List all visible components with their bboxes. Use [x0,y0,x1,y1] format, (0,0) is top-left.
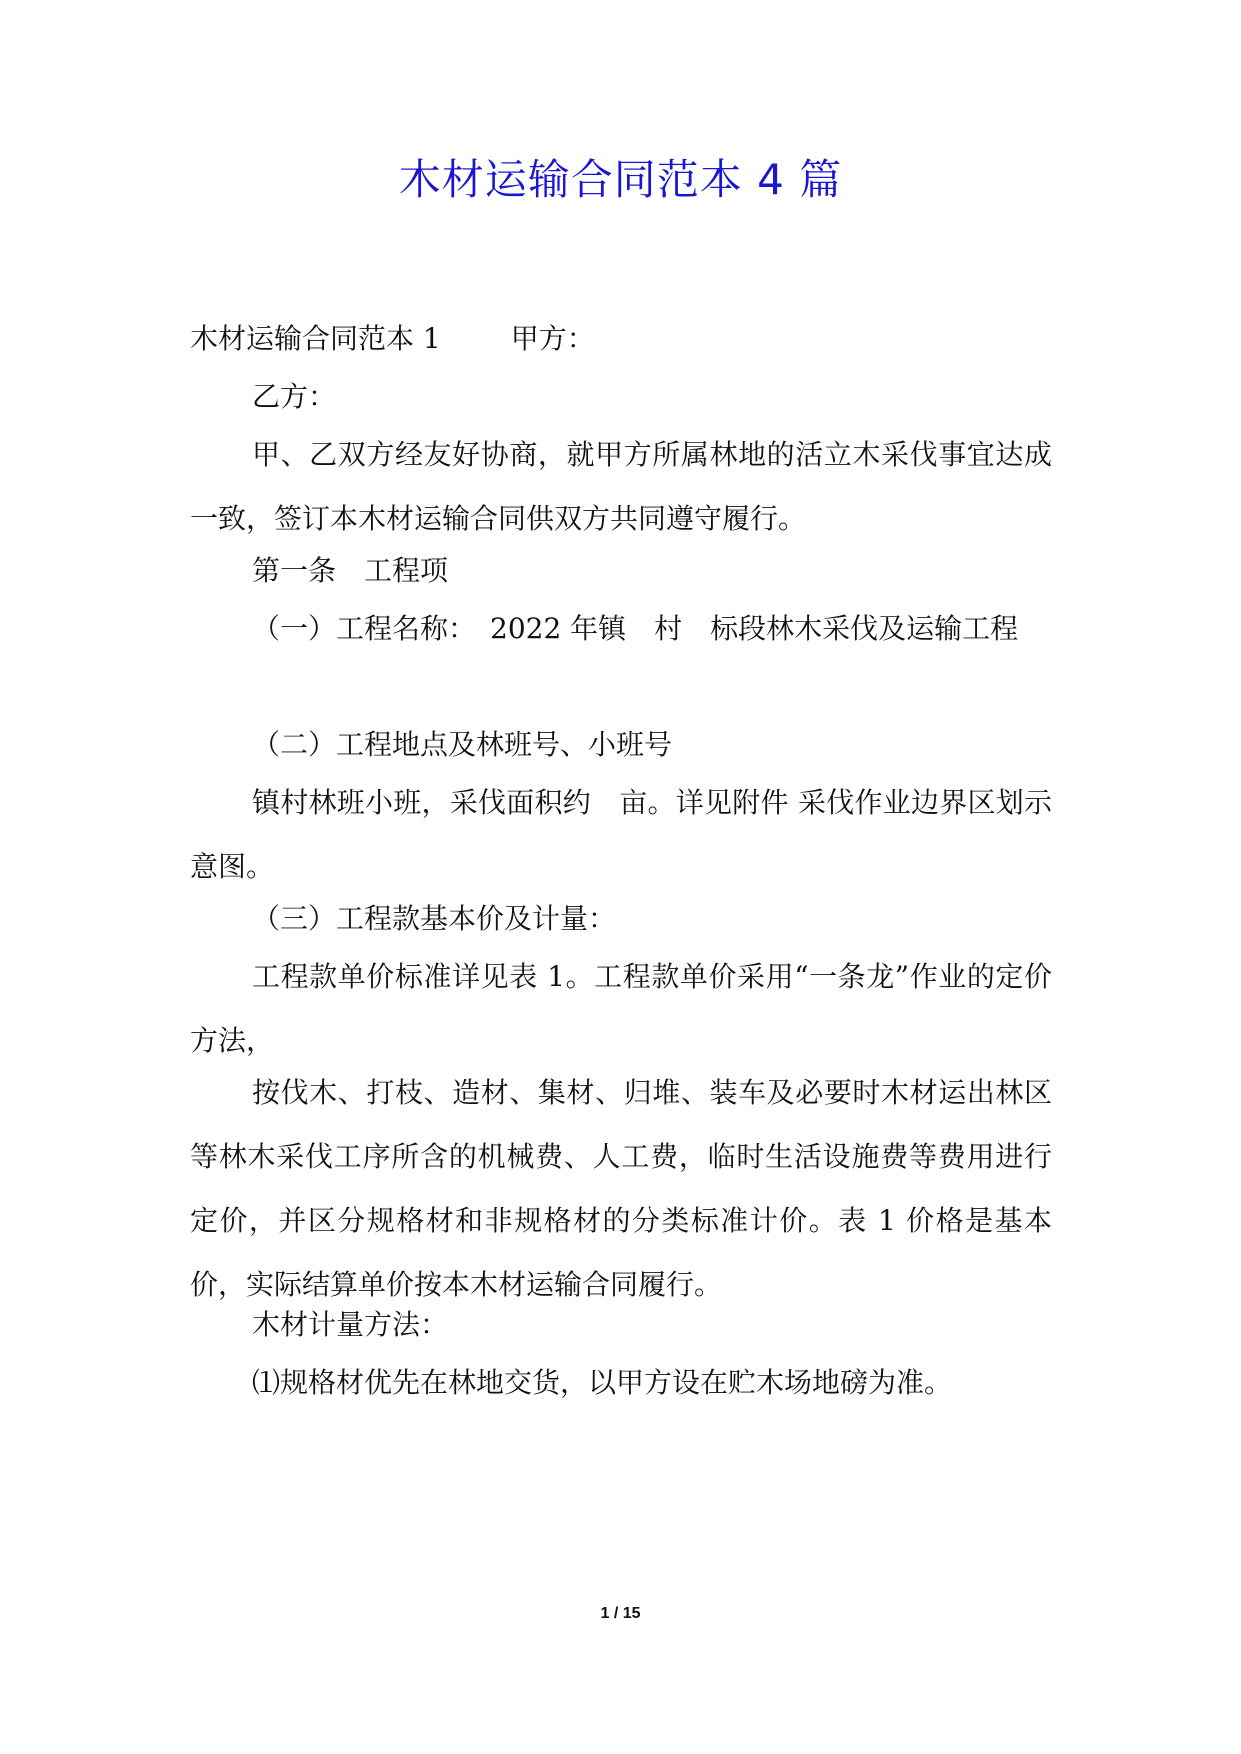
section-heading: 木材计量方法： [252,1308,449,1341]
body-paragraph: （一）工程名称： 2022 年镇 村 标段林木采伐及运输工程 [252,612,1019,645]
page-indicator: 1 / 15 [600,1605,641,1622]
section-heading: （三）工程款基本价及计量： [252,902,617,935]
article-heading: 第一条 工程项 [252,554,449,587]
body-paragraph: 工程款单价标准详见表 1。工程款单价采用“一条龙”作业的定价方法， [190,960,1052,1057]
contract-heading: 木材运输合同范本 1 [190,322,441,355]
party-b-label: 乙方： [252,380,337,413]
document-title: 木材运输合同范本 4 篇 [398,155,843,204]
party-a-label: 甲方： [510,322,595,355]
body-paragraph: ⑴规格材优先在林地交货，以甲方设在贮木场地磅为准。 [252,1366,953,1399]
body-paragraph: 镇村林班小班，采伐面积约 亩。详见附件 采伐作业边界区划示意图。 [190,786,1052,883]
section-heading: （二）工程地点及林班号、小班号 [252,728,673,761]
body-paragraph: 按伐木、打枝、造材、集材、归堆、装车及必要时木材运出林区等林木采伐工序所含的机械费、人工费，临时生活设施费等费用进行定价，并区分规格材和非规格材的分类标准计价。表 1 价格是基本价，实际结算单价按本木材运输合同履行。 [190,1076,1052,1301]
body-paragraph: 甲、乙双方经友好协商，就甲方所属林地的活立木采伐事宜达成一致，签订本木材运输合同供双方共同遵守履行。 [190,438,1052,535]
contract-heading-line [190,307,1052,371]
